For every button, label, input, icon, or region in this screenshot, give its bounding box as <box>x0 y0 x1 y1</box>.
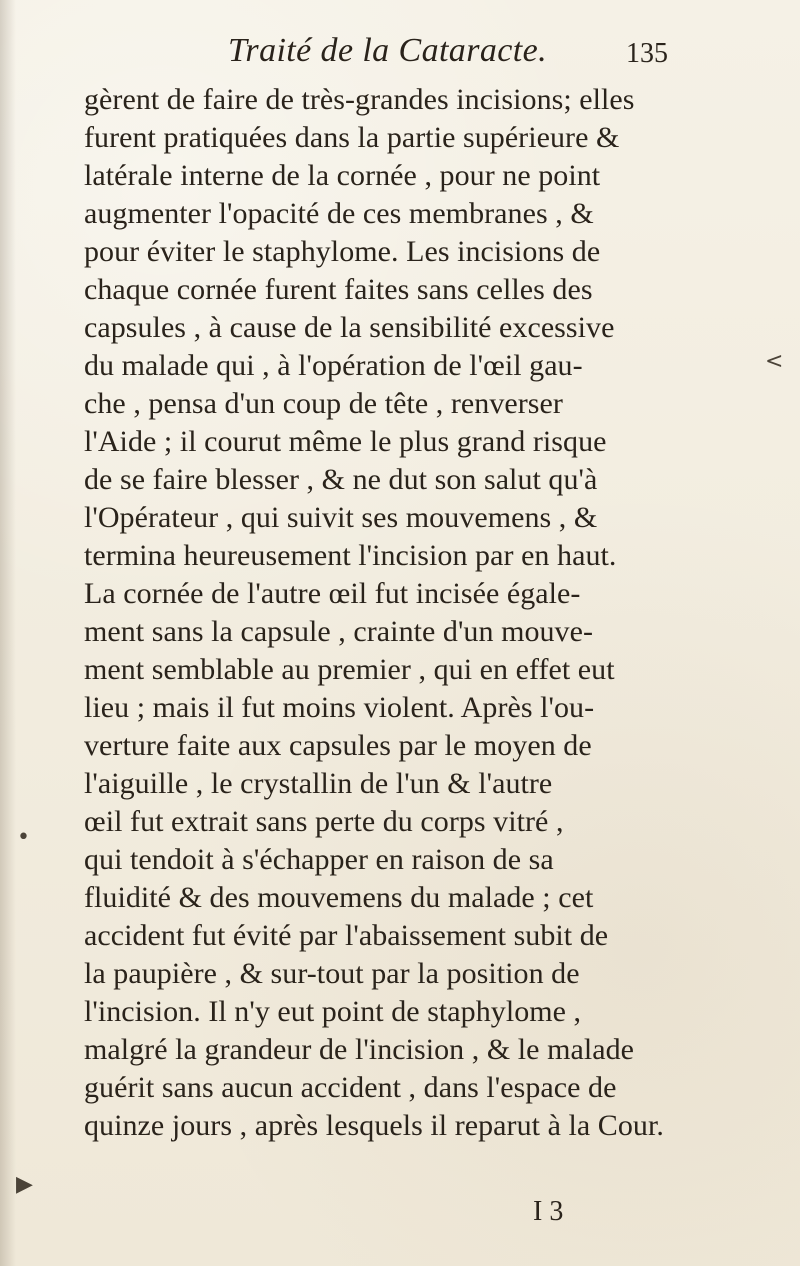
text-line-17: lieu ; mais il fut moins violent. Après l'ou- <box>84 691 595 724</box>
body-text <box>84 81 667 1145</box>
text-line-24: la paupière , & sur-tout par la position de <box>84 957 580 990</box>
text-line-22: fluidité & des mouvemens du malade ; cet <box>84 881 594 914</box>
text-line-1: gèrent de faire de très-grandes incisions; elles <box>84 83 635 116</box>
text-line-3: latérale interne de la cornée , pour ne point <box>84 159 601 192</box>
text-line-2: furent pratiquées dans la partie supérieure & <box>84 121 620 154</box>
text-line-13: termina heureusement l'incision par en haut. <box>84 539 617 572</box>
page-header <box>0 32 800 76</box>
text-line-25: l'incision. Il n'y eut point de staphylome , <box>84 995 582 1028</box>
text-line-28: quinze jours , après lesquels il reparut à la Cour. <box>84 1109 664 1142</box>
text-line-26: malgré la grandeur de l'incision , & le malade <box>84 1033 635 1066</box>
text-line-7: capsules , à cause de la sensibilité excessive <box>84 311 615 344</box>
text-line-27: guérit sans aucun accident , dans l'espace de <box>84 1071 617 1104</box>
text-line-20: œil fut extrait sans perte du corps vitré , <box>84 805 564 838</box>
text-line-12: l'Opérateur , qui suivit ses mouvemens , & <box>84 501 598 534</box>
text-line-10: l'Aide ; il courut même le plus grand risque <box>84 425 607 458</box>
text-line-23: accident fut évité par l'abaissement subit de <box>84 919 609 952</box>
running-title: Traité de la Cataracte. <box>228 32 547 69</box>
text-line-8: du malade qui , à l'opération de l'œil gau- <box>84 349 583 382</box>
left-arrow-icon: < <box>765 349 784 374</box>
text-line-11: de se faire blesser , & ne dut son salut qu'à <box>84 463 598 496</box>
text-line-19: l'aiguille , le crystallin de l'un & l'autre <box>84 767 553 800</box>
text-line-16: ment semblable au premier , qui en effet eut <box>84 653 615 686</box>
page-gutter-shadow <box>0 0 16 1266</box>
catchword: I 3 <box>533 1196 564 1227</box>
text-line-15: ment sans la capsule , crainte d'un mouve- <box>84 615 594 648</box>
text-line-18: verture faite aux capsules par le moyen de <box>84 729 592 762</box>
page-number: 135 <box>626 38 668 69</box>
dot-mark-icon: • <box>17 825 30 850</box>
text-line-9: che , pensa d'un coup de tête , renverser <box>84 387 563 420</box>
right-triangle-icon: ▶ <box>16 1172 33 1197</box>
text-line-21: qui tendoit à s'échapper en raison de sa <box>84 843 554 876</box>
text-line-4: augmenter l'opacité de ces membranes , & <box>84 197 594 230</box>
text-line-14: La cornée de l'autre œil fut incisée égale- <box>84 577 581 610</box>
text-line-6: chaque cornée furent faites sans celles des <box>84 273 593 306</box>
text-line-5: pour éviter le staphylome. Les incisions de <box>84 235 601 268</box>
